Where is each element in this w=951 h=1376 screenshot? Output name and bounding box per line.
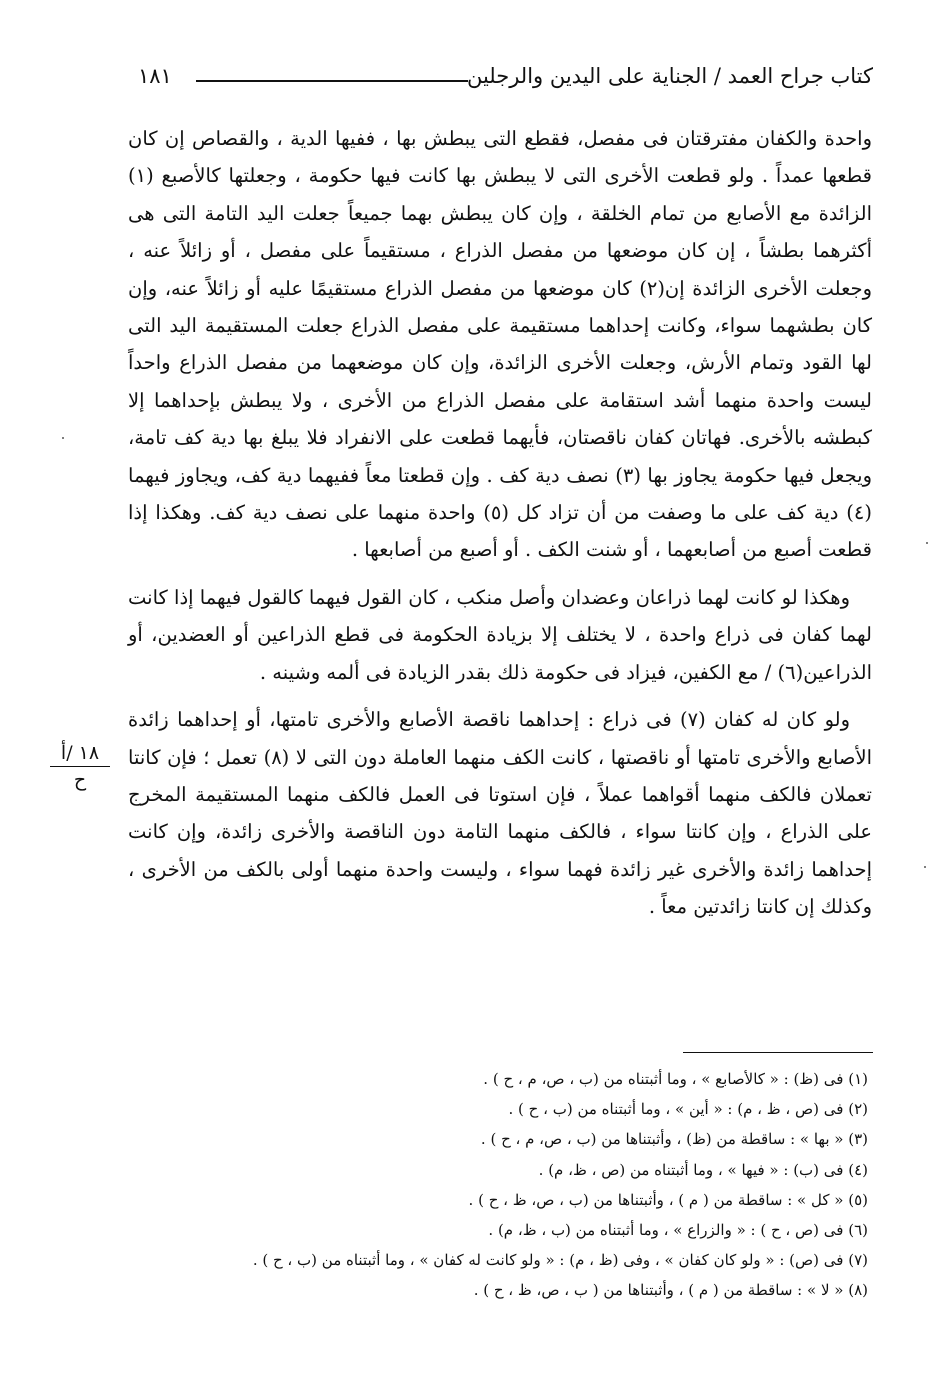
footnote-separator: [683, 1052, 873, 1053]
footnote: (٢) فى (ص ، ظ ، م) : « أين » ، وما أثبتناه من (ب ، ح ) .: [508, 1100, 868, 1119]
main-text: [128, 120, 872, 926]
footnotes: [150, 1064, 868, 1306]
footnote: (٨) « لا » : ساقطة من ( م ) ، وأثبتناها من ( ب ، ص، ظ ، ح ) .: [473, 1281, 868, 1300]
footnote: (١) فى (ظ) : « كالأصابع » ، وما أثبتناه من (ب ، ص، م ، ح ) .: [483, 1070, 868, 1088]
manuscript-folio-note: [50, 742, 110, 791]
footnote: (٥) « كل » : ساقطة من ( م ) ، وأثبتناها من (ب ، ص، ظ ، ح ) .: [468, 1190, 868, 1209]
footnote: (٤) فى (ب) : « فيها » ، وما أثبتناه من (ص ، ظ، م) .: [538, 1160, 868, 1179]
folio-number: ١٨ /أ: [50, 742, 110, 767]
manuscript-siglum: ح: [73, 769, 87, 791]
header-rule: [196, 80, 468, 82]
page-number: ١٨١: [138, 64, 172, 88]
scan-speck: [62, 437, 64, 439]
footnote: (٦) فى (ص ، ح ) : « والزراع » ، وما أثبتناه من (ب ، ظ، م) .: [488, 1221, 868, 1240]
scan-speck: [926, 542, 928, 544]
paragraph: وهكذا لو كانت لهما ذراعان وعضدان وأصل منكب ، كان القول فيهما كالقول فيهما إذا كانت لهما كفان فى ذراع واحدة ، لا يختلف إلا بزيادة الحكومة فى قطع الذراعين أو العضدين، أو الذراعين(٦) / مع الكفين، فيزاد فى حكومة ذلك بقدر الزيادة فى ألمه وشينه .: [128, 585, 872, 684]
footnote: (٣) « بها » : ساقطة من (ظ) ، وأثبتناها من (ب ، ص، م ، ح ) .: [480, 1130, 868, 1149]
footnote: (٧) فى (ص) : « ولو كان كفان » ، وفى (ظ ، م) : « ولو كانت له كفان » ، وما أثبتناه من (ب ، ح ) .: [252, 1251, 868, 1270]
paragraph: واحدة والكفان مفترقتان فى مفصل، فقطع التى يبطش بها ، ففيها الدية ، والقصاص إن كان قطعها عمداً . ولو قطعت الأخرى التى لا يبطش بها كانت فيها حكومة ، وجعلتها كالأصبع (١) الزائدة مع الأصابع من تمام الخلقة ، وإن كان يبطش بهما جميعاً جعلت اليد التامة التى هى أكثرهما بطشاً ، إن كان موضعها من مفصل الذراع ، مستقيماً على مفصل ، أو زائلاً عنه ، وجعلت الأخرى الزائدة إن(٢) كان موضعها من مفصل الذراع مستقيمًا عليه أو زائلاً عنه، وإن كان بطشهما سواء، وكانت إحداهما مستقيمة على مفصل الذراع جعلت المستقيمة اليد التى لها القود وتمام الأرش، وجعلت الأخرى الزائدة، وإن كان موضعهما من مفصل الذراع واحداً ليست واحدة منهما أشد استقامة على مفصل الذراع من الأخرى ، ولا يبطش بإحداهما إلا كبطشه بالأخرى. فهاتان كفان ناقصتان، فأيهما قطعت على الانفراد فلا يبلغ بها دية كف تامة، ويجعل فيها حكومة يجاوز بها (٣) نصف دية كف . وإن قطعتا معاً ففيهما دية كف، ويجاوز فيهما (٤) دية كف على ما وصفت من أن تزاد كل (٥) واحدة منهما على نصف دية كف. وهكذا إذا قطعت أصبع من أصابعهما ، أو شنت الكف . أو أصبع من أصابعها .: [128, 127, 872, 562]
scan-speck: [924, 866, 926, 868]
page-header: [138, 60, 873, 100]
running-title: كتاب جراح العمد / الجناية على اليدين والرجلين: [466, 64, 873, 88]
paragraph: ولو كان له كفان (٧) فى ذراع : إحداهما ناقصة الأصابع والأخرى تامتها، أو إحداهما زائدة الأصابع والأخرى تامتها أو ناقصتها ، كانت الكف منهما العاملة دون التى لا (٨) تعمل ؛ فإن كانتا تعملان فالكف منهما أقواهما عملاً ، فإن استوتا فى العمل فالكف منهما المستقيمة المخرج على الذراع ، وإن كانتا سواء ، فالكف منهما التامة دون الناقصة والأخرى زائدة، وإن كانت إحداهما زائدة والأخرى غير زائدة فهما سواء ، وليست واحدة منهما أولى بالكف من الأخرى ، وكذلك إن كانتا زائدتين معاً .: [128, 708, 872, 919]
